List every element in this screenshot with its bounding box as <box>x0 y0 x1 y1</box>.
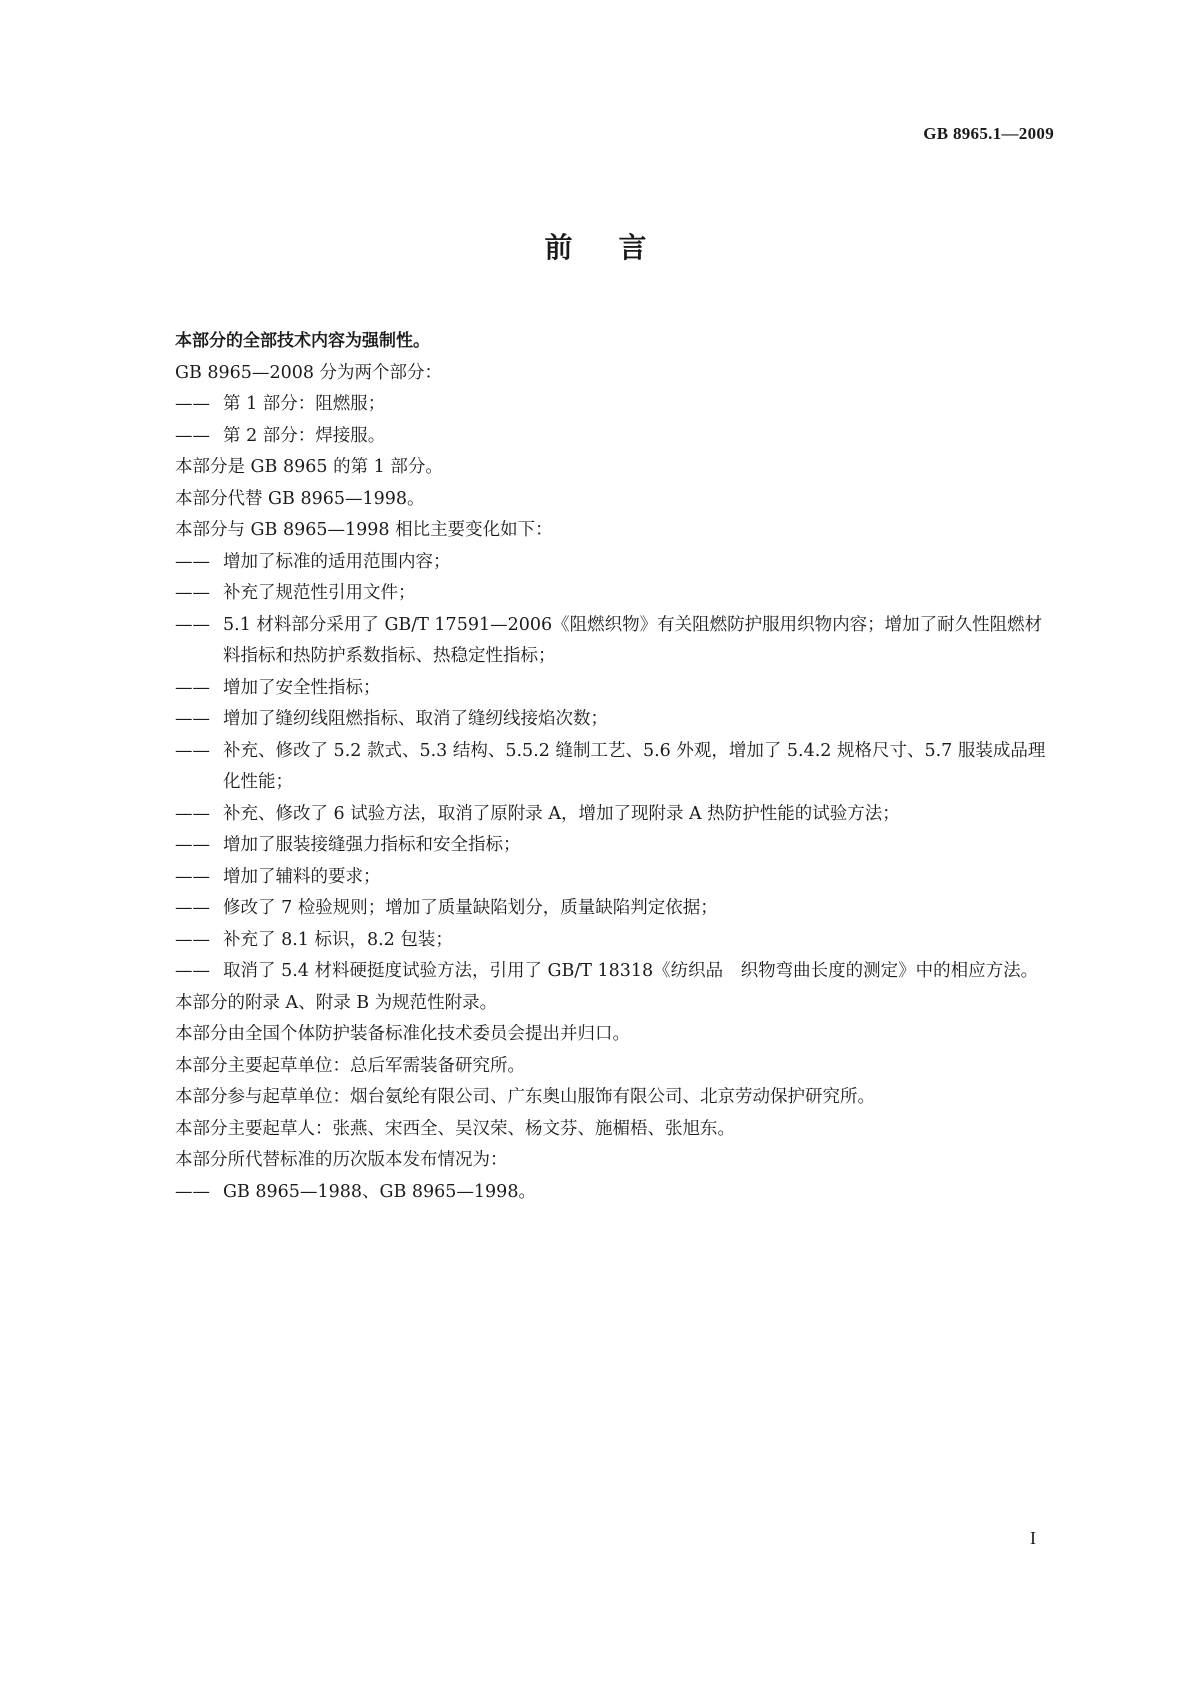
paragraph-line: 本部分与 GB 8965—1998 相比主要变化如下： <box>175 520 553 540</box>
paragraph-line <box>175 547 1055 579</box>
dash-marker: —— <box>175 835 210 855</box>
paragraph-text: 取消了 5.4 材料硬挺度试验方法，引用了 GB/T 18318《纺织品 织物弯曲长度的测定》中的相应方法。 <box>223 961 1039 981</box>
dash-marker: —— <box>175 866 210 887</box>
paragraph-line: 本部分参与起草单位：烟台氨纶有限公司、广东奥山服饰有限公司、北京劳动保护研究所。 <box>175 1087 875 1107</box>
dash-marker: —— <box>175 551 210 572</box>
dash-marker: —— <box>175 929 210 950</box>
paragraph-line <box>175 610 1055 673</box>
dash-marker: —— <box>175 803 210 824</box>
paragraph-line <box>175 389 1055 421</box>
dash-marker: —— <box>175 898 210 918</box>
foreword-body <box>175 326 1055 1208</box>
paragraph-text: 补充了规范性引用文件； <box>223 583 416 603</box>
page-number: I <box>1030 1528 1036 1548</box>
paragraph-text: 增加了安全性指标； <box>223 677 381 698</box>
standard-code: GB 8965.1—2009 <box>923 124 1054 143</box>
paragraph-line: 本部分主要起草人：张燕、宋西全、吴汉荣、杨文芬、施楣梧、张旭东。 <box>175 1118 735 1139</box>
paragraph-line: 本部分代替 GB 8965—1998。 <box>175 488 425 509</box>
paragraph-text: 5.1 材料部分采用了 GB/T 17591—2006《阻燃织物》有关阻燃防护服用织物内容；增加了耐久性阻燃材料指标和热防护系数指标、热稳定性指标； <box>223 614 1043 666</box>
paragraph-text: 增加了服装接缝强力指标和安全指标； <box>223 835 521 855</box>
dash-marker: —— <box>175 961 210 981</box>
paragraph-line <box>175 578 1055 610</box>
dash-marker: —— <box>175 394 210 414</box>
paragraph-line: 本部分主要起草单位：总后军需装备研究所。 <box>175 1055 525 1076</box>
paragraph-line <box>175 1177 1055 1209</box>
paragraph-text: 补充、修改了 5.2 款式、5.3 结构、5.5.2 缝制工艺、5.6 外观，增加了 5.4.2 规格尺寸、5.7 服装成品理化性能； <box>223 740 1046 792</box>
paragraph-line <box>175 830 1055 862</box>
paragraph-line <box>175 704 1055 736</box>
paragraph-text: 增加了辅料的要求； <box>223 866 381 887</box>
paragraph-text: 补充了 8.1 标识，8.2 包装； <box>223 929 453 950</box>
dash-marker: —— <box>175 1181 210 1202</box>
paragraph-line <box>175 956 1055 988</box>
dash-marker: —— <box>175 583 210 603</box>
mandatory-statement: 本部分的全部技术内容为强制性。 <box>175 331 430 351</box>
paragraph-text: 第 1 部分：阻燃服； <box>223 394 386 414</box>
dash-marker: —— <box>175 709 210 729</box>
page-title: 前言 <box>544 231 693 264</box>
dash-marker: —— <box>175 425 210 446</box>
paragraph-line <box>175 736 1055 799</box>
paragraph-line <box>175 925 1055 957</box>
paragraph-line: 本部分的附录 A、附录 B 为规范性附录。 <box>175 992 498 1013</box>
dash-marker: —— <box>175 740 210 761</box>
paragraph-text: 增加了标准的适用范围内容； <box>223 551 451 572</box>
paragraph-text: 修改了 7 检验规则；增加了质量缺陷划分，质量缺陷判定依据； <box>223 898 718 918</box>
paragraph-text: 增加了缝纫线阻燃指标、取消了缝纫线接焰次数； <box>223 709 608 729</box>
paragraph-line: 本部分所代替标准的历次版本发布情况为： <box>175 1150 508 1170</box>
paragraph-line <box>175 421 1055 453</box>
paragraph-text: 第 2 部分：焊接服。 <box>223 425 386 446</box>
paragraph-line: GB 8965—2008 分为两个部分： <box>175 362 443 383</box>
paragraph-line <box>175 862 1055 894</box>
paragraph-line <box>175 799 1055 831</box>
paragraph-line: 本部分由全国个体防护装备标准化技术委员会提出并归口。 <box>175 1024 630 1044</box>
dash-marker: —— <box>175 677 210 698</box>
dash-marker: —— <box>175 614 210 635</box>
paragraph-text: GB 8965—1988、GB 8965—1998。 <box>223 1181 536 1202</box>
paragraph-line <box>175 673 1055 705</box>
paragraph-text: 补充、修改了 6 试验方法，取消了原附录 A，增加了现附录 A 热防护性能的试验方法； <box>223 803 900 824</box>
paragraph-line: 本部分是 GB 8965 的第 1 部分。 <box>175 457 443 477</box>
paragraph-line <box>175 893 1055 925</box>
